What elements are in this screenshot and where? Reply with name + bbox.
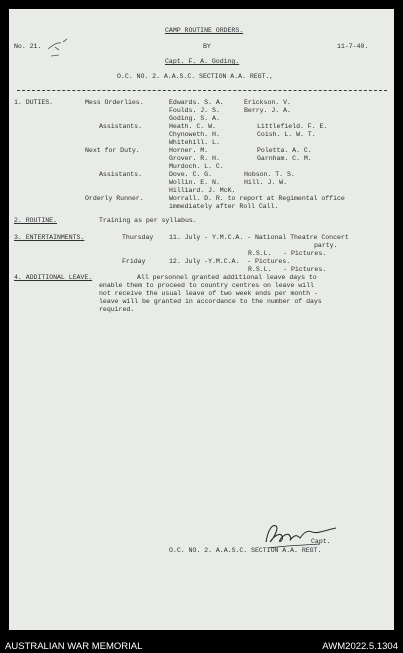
assistant-name: Littlefield. F. E. xyxy=(257,123,328,130)
assistant-name: Hill. J. W. xyxy=(244,179,287,186)
next-for-duty-label: Next for Duty. xyxy=(85,147,140,154)
thursday-line: 11. July - Y.M.C.A. - National Theatre Concert xyxy=(169,234,349,241)
next-duty-name: Poletta. A. C. xyxy=(257,147,312,154)
footer-accession-id: AWM2022.5.1304 xyxy=(322,641,398,652)
assistant-name: Heath. C. W. xyxy=(169,123,216,130)
unit-name: O.C. NO. 2. A.A.S.C. SECTION A.A. REGT., xyxy=(117,73,274,80)
duties-heading: 1. DUTIES. xyxy=(14,99,54,106)
dashed-divider xyxy=(17,90,387,91)
friday-line: R.S.L. - Pictures. xyxy=(248,266,327,273)
entertainments-heading: 3. ENTERTAINMENTS. xyxy=(14,234,85,241)
document-page xyxy=(9,9,394,630)
routine-heading: 2. ROUTINE. xyxy=(14,217,57,224)
mess-name: Edwards. S. A. xyxy=(169,99,224,106)
leave-text-line: enable them to proceed to country centres on leave will xyxy=(99,282,314,289)
handwritten-mark-icon xyxy=(45,36,73,60)
friday-line: 12. July -Y.M.C.A. - Pictures. xyxy=(169,258,291,265)
next-duty-name: Murdoch. L. C. xyxy=(169,163,224,170)
friday-label: Friday xyxy=(122,258,146,265)
thursday-line: R.S.L. - Pictures. xyxy=(248,250,327,257)
assistant-name: Wollin. E. N. xyxy=(169,179,220,186)
by-label: BY xyxy=(203,43,211,50)
assistants-label: Assistants. xyxy=(99,171,142,178)
orders-title: CAMP ROUTINE ORDERS. xyxy=(165,27,244,34)
order-date: 11-7-40. xyxy=(337,43,369,50)
next-duty-name: Garnham. C. M. xyxy=(257,155,312,162)
footer-source: AUSTRALIAN WAR MEMORIAL xyxy=(5,641,143,652)
assistant-name: Dove. C. G. xyxy=(169,171,212,178)
next-duty-name: Horner. M. xyxy=(169,147,209,154)
assistant-name: Coish. L. W. T. xyxy=(257,131,316,138)
mess-orderlies-label: Mess Orderlies. xyxy=(85,99,144,106)
assistant-name: Chynoweth. H. xyxy=(169,131,220,138)
routine-text: Training as per syllabus. xyxy=(99,217,197,224)
orderly-runner-label: Orderly Runner. xyxy=(85,195,144,202)
leave-text-line: not receive the usual leave of two week ends per month - xyxy=(99,290,318,297)
captain-name: Capt. F. A. Goding. xyxy=(165,58,240,65)
leave-text-line: leave will be granted in accordance to the number of days xyxy=(99,298,322,305)
next-duty-name: Grover. R. H. xyxy=(169,155,220,162)
runner-text: Worrall. D. R. to report at Regimental office xyxy=(169,195,345,202)
leave-text-line: All personnel granted additional leave days to xyxy=(137,274,317,281)
order-number: No. 21. xyxy=(14,43,42,50)
mess-name: Berry. J. A. xyxy=(244,107,291,114)
runner-text: immediately after Roll Call. xyxy=(169,203,279,210)
signature-unit: O.C. NO. 2. A.A.S.C. SECTION A.A. REGT. xyxy=(169,547,322,554)
thursday-line: party. xyxy=(314,242,338,249)
leave-text-line: required. xyxy=(99,306,135,313)
assistant-name: Hilliard. J. McK. xyxy=(169,187,236,194)
assistant-name: Whitehill. L. xyxy=(169,139,220,146)
assistant-name: Hobson. T. S. xyxy=(244,171,295,178)
mess-name: Erickson. V. xyxy=(244,99,291,106)
archive-footer xyxy=(0,636,403,652)
additional-leave-heading: 4. ADDITIONAL LEAVE. xyxy=(14,274,93,281)
signature-rank: Capt. xyxy=(311,538,331,545)
mess-name: Goding. S. A. xyxy=(169,115,220,122)
mess-name: Foulds. J. S. xyxy=(169,107,220,114)
thursday-label: Thursday xyxy=(122,234,154,241)
assistants-label: Assistants. xyxy=(99,123,142,130)
